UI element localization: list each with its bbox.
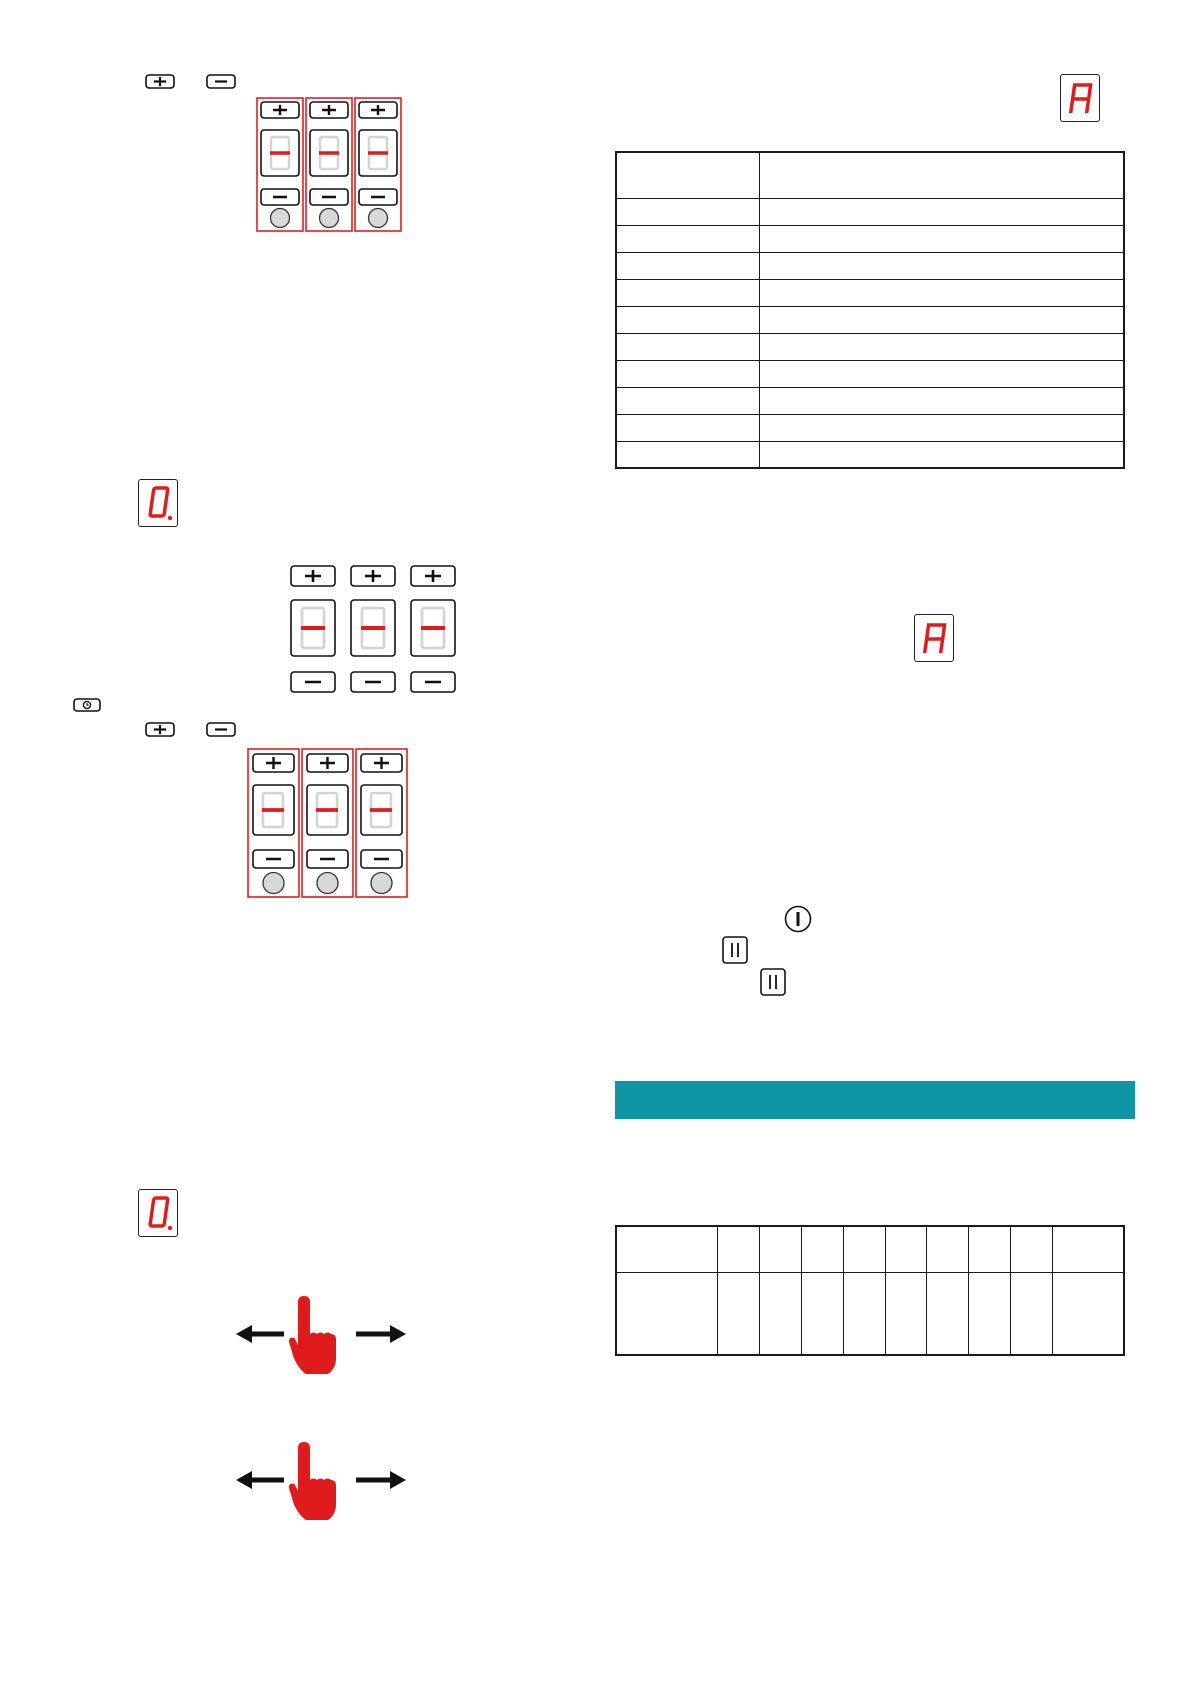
timer-icon bbox=[73, 698, 101, 713]
plus-icon bbox=[146, 723, 174, 736]
digit-display-zero-lower bbox=[138, 1189, 178, 1237]
swipe-hand-icon bbox=[234, 1440, 408, 1520]
swipe-hand-icon bbox=[234, 1294, 408, 1374]
pause-icon bbox=[760, 968, 786, 996]
letter-display-a-top bbox=[1060, 74, 1100, 122]
zone-display-panel-lower bbox=[247, 748, 409, 900]
zone-display-panel-upper bbox=[256, 97, 404, 233]
mode-table bbox=[615, 151, 1125, 469]
letter-display-a-mid bbox=[914, 614, 954, 662]
level-table bbox=[615, 1225, 1125, 1356]
section-header-bar bbox=[615, 1081, 1135, 1119]
pause-icon bbox=[722, 936, 748, 964]
minus-icon bbox=[207, 75, 235, 88]
power-icon bbox=[784, 905, 812, 933]
minus-icon bbox=[207, 723, 235, 736]
digit-display-zero-upper bbox=[138, 479, 178, 527]
plus-icon bbox=[146, 75, 174, 88]
zone-display-panel-large bbox=[290, 565, 460, 695]
